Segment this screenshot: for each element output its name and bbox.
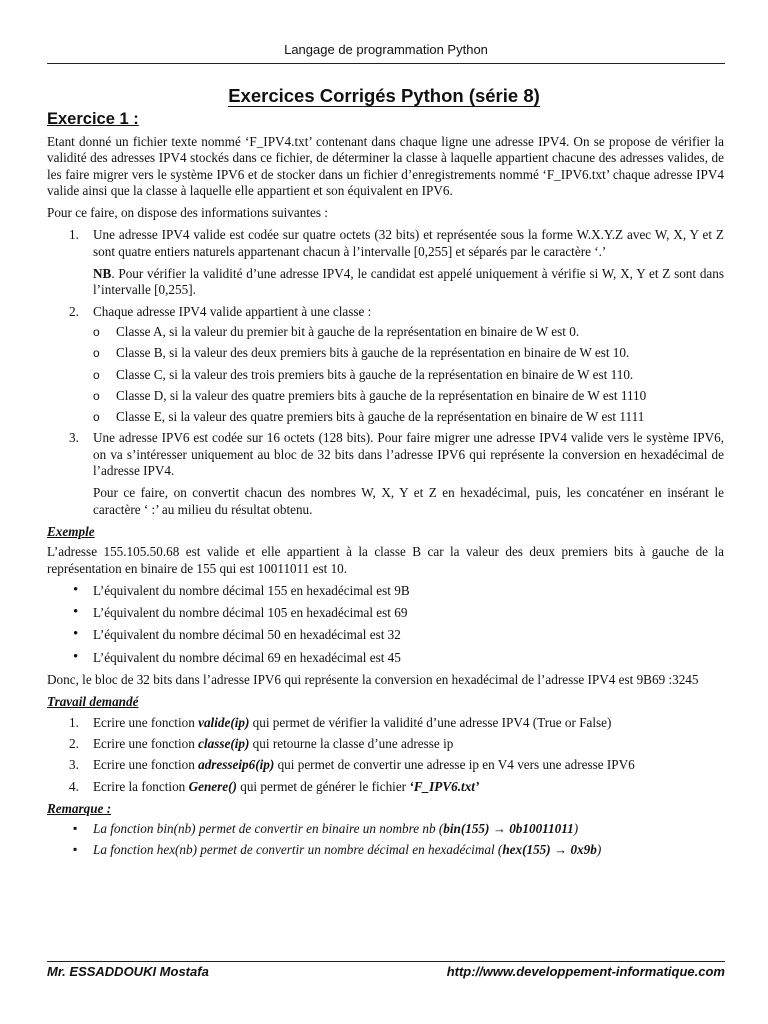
intro-paragraph: Etant donné un fichier texte nommé ‘F_IPV4.txt’ contenant dans chaque ligne une adresse IPV4. On se propose de vérifier la validité des adresses IPV4 stockés dans ce fichier, de déterminer la classe à laquelle appartient chacune des adresses valides, de les faire migrer vers le système IPV6 et de stocker dans un fichier d’enregistrements nommé ‘F_IPV6.txt’ chaque adresse IPV4 valide ainsi que la classe à laquelle elle appartient et son équivalent en IPV6. — [47, 134, 724, 198]
info-item-2 — [47, 304, 724, 426]
info-intro: Pour ce faire, on dispose des informations suivantes : — [47, 205, 328, 221]
remark-text: ) — [596, 842, 602, 858]
task-text: qui permet de vérifier la validité d’une adresse IPV4 (True or False) — [249, 714, 612, 730]
code-sample: hex(155) — [502, 842, 551, 858]
task-item — [47, 779, 724, 795]
remark-heading: Remarque : — [47, 800, 112, 816]
code-sample: bin(155) — [443, 821, 490, 837]
task-item — [47, 757, 724, 773]
exercise-heading: Exercice 1 : — [47, 110, 139, 128]
footer-author: Mr. ESSADDOUKI Mostafa — [47, 964, 209, 979]
code-result: 0b10011011 — [509, 821, 574, 837]
example-conclusion: Donc, le bloc de 32 bits dans l’adresse IPV6 qui représente la conversion en hexadécimal de l’adresse IPV4 est 9B69 :3245 — [47, 672, 699, 688]
task-text: Ecrire une fonction — [93, 735, 199, 751]
example-text: L’adresse 155.105.50.68 est valide et elle appartient à la classe B car la valeur des deux premiers bits à gauche de la représentation en binaire de 155 qui est 10011011 est 10. — [47, 544, 724, 576]
example-bullet: • L’équivalent du nombre décimal 69 en hexadécimal est 45 — [47, 650, 724, 666]
note-text: . Pour vérifier la validité d’une adresse IPV4, le candidat est appelé uniquement à vérifie si W, X, Y et Z sont dans l’intervalle [0,255]. — [93, 266, 724, 298]
info-item-number: 1. — [69, 227, 79, 243]
info-list — [47, 227, 724, 517]
remark-list — [47, 821, 724, 859]
example-heading: Exemple — [47, 523, 95, 539]
task-number: 2. — [69, 735, 79, 751]
task-text: qui permet de générer le fichier — [236, 778, 410, 794]
task-number: 3. — [69, 757, 79, 773]
remark-text: ) — [573, 821, 579, 837]
info-item-text: Chaque adresse IPV4 valide appartient à une classe : — [93, 303, 372, 319]
task-text: Ecrire une fonction — [93, 757, 199, 773]
task-text: qui permet de convertir une adresse ip en V4 vers une adresse IPV6 — [274, 757, 635, 773]
task-item — [47, 736, 724, 752]
task-text: Ecrire la fonction — [93, 778, 189, 794]
info-item-text: Une adresse IPV4 valide est codée sur quatre octets (32 bits) et représentée sous la forme W.X.Y.Z avec W, X, Y et Z sont quatre entiers naturels appartenant chacun à l’intervalle [0,255] et séparés par le caractère ‘.’ — [93, 227, 724, 259]
task-list — [47, 715, 724, 795]
code-result: 0x9b — [570, 842, 597, 858]
class-item: o Classe E, si la valeur des quatre premiers bits à gauche de la représentation en binaire de W est 1111 — [93, 409, 724, 425]
info-item-number: 2. — [69, 303, 79, 319]
arrow-icon: → — [553, 842, 568, 858]
footer-url[interactable]: http://www.developpement-informatique.com — [446, 964, 725, 979]
page-title-text: Exercices Corrigés Python (série 8) — [228, 85, 540, 106]
example-bullet: • L’équivalent du nombre décimal 50 en hexadécimal est 32 — [47, 627, 724, 643]
info-item-subparagraph: Pour ce faire, on convertit chacun des nombres W, X, Y et Z en hexadécimal, puis, les concaténer en insérant le caractère ‘ :’ au milieu du résultat obtenu. — [93, 485, 724, 517]
task-number: 4. — [69, 778, 79, 794]
class-item: o Classe A, si la valeur du premier bit à gauche de la représentation en binaire de W est 0. — [93, 324, 724, 340]
remark-item — [47, 821, 724, 837]
function-name: Genere() — [188, 778, 237, 794]
remark-text: La fonction bin(nb) permet de convertir en binaire un nombre nb ( — [93, 821, 444, 837]
document-body — [47, 134, 724, 864]
task-text: qui retourne la classe d’une adresse ip — [249, 735, 454, 751]
remark-item — [47, 842, 724, 858]
file-name: ‘F_IPV6.txt’ — [409, 778, 480, 794]
info-item-3 — [47, 430, 724, 517]
info-note — [93, 266, 724, 299]
function-name: classe(ip) — [198, 735, 250, 751]
class-item: o Classe B, si la valeur des deux premiers bits à gauche de la représentation en binaire de W est 10. — [93, 345, 724, 361]
example-bullet: • L’équivalent du nombre décimal 105 en hexadécimal est 69 — [47, 605, 724, 621]
page-footer — [47, 961, 725, 979]
info-item-number: 3. — [69, 430, 79, 446]
arrow-icon: → — [492, 821, 506, 837]
class-item: o Classe C, si la valeur des trois premiers bits à gauche de la représentation en binaire de W est 110. — [93, 367, 724, 383]
work-heading: Travail demandé — [47, 694, 139, 710]
function-name: valide(ip) — [198, 714, 250, 730]
task-text: Ecrire une fonction — [93, 714, 199, 730]
page-title — [0, 85, 768, 107]
example-bullets — [47, 583, 724, 666]
note-label: NB — [93, 266, 112, 282]
function-name: adresseip6(ip) — [198, 757, 275, 773]
task-number: 1. — [69, 714, 79, 730]
task-item — [47, 715, 724, 731]
info-item-text: Une adresse IPV6 est codée sur 16 octets (128 bits). Pour faire migrer une adresse IPV4 valide vers le système IPV6, on va s’intéresser uniquement au bloc de 32 bits dans l’adresse IPV6 qui représente la conversion en hexadécimal de l’adresse IPV4. — [93, 430, 724, 479]
info-item-1 — [47, 227, 724, 298]
example-bullet: • L’équivalent du nombre décimal 155 en hexadécimal est 9B — [47, 583, 724, 599]
remark-text: La fonction hex(nb) permet de convertir un nombre décimal en hexadécimal ( — [93, 842, 503, 858]
class-list — [93, 324, 724, 425]
class-item: o Classe D, si la valeur des quatre premiers bits à gauche de la représentation en binaire de W est 1110 — [93, 388, 724, 404]
running-header: Langage de programmation Python — [47, 42, 725, 64]
